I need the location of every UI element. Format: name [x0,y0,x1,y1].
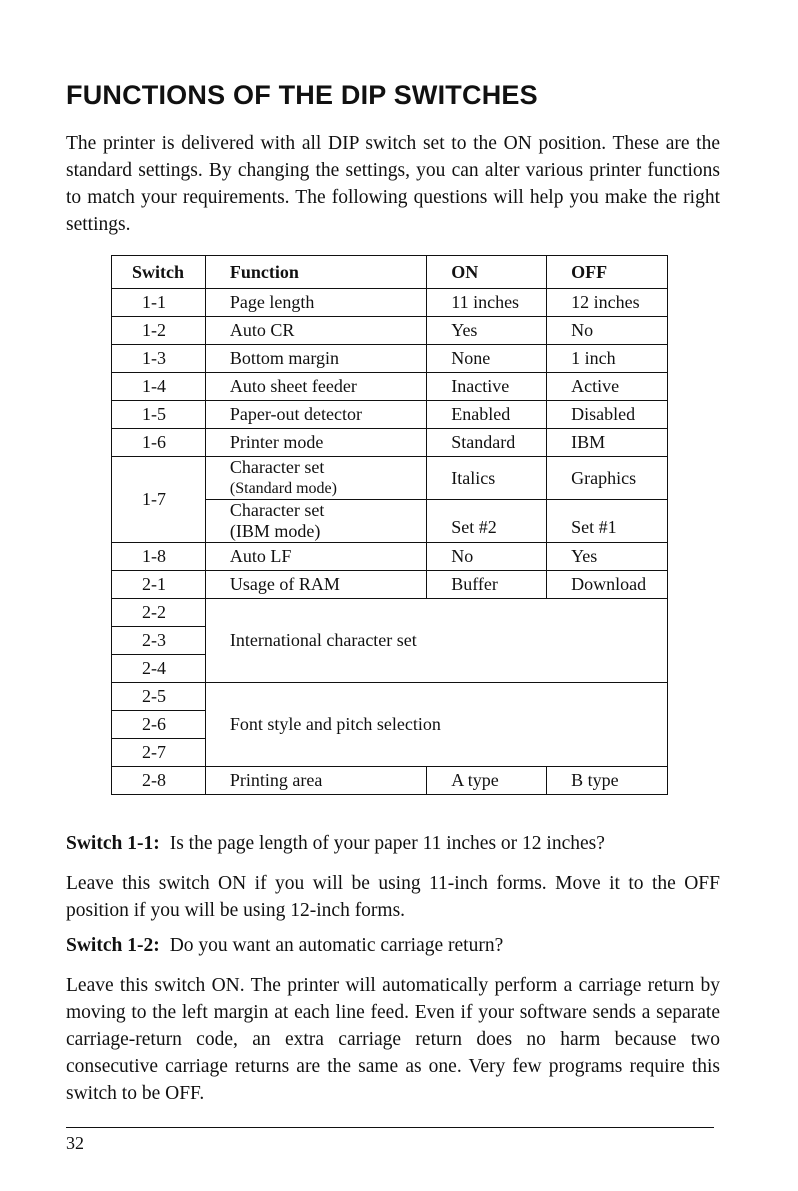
function-cell: Auto CR [205,317,426,345]
switch-label: Switch 1-2: [66,935,160,956]
footer-rule [66,1127,714,1128]
switch-cell: 2-1 [112,571,206,599]
page-number: 32 [66,1133,84,1153]
on-cell: Set #2 [427,500,547,543]
function-cell: Auto LF [205,543,426,571]
on-cell: No [427,543,547,571]
table-row [112,543,668,571]
on-cell: None [427,345,547,373]
on-cell: Yes [427,317,547,345]
switch-cell: 2-3 [112,627,206,655]
question-text: Is the page length of your paper 11 inches or 12 inches? [169,833,605,854]
question-text: Do you want an automatic carriage return? [169,935,504,956]
table-row [112,317,668,345]
function-line: Character set [229,457,325,477]
switch-cell: 1-3 [112,345,206,373]
on-cell: A type [427,767,547,795]
table-row [112,457,668,500]
table-row [112,345,668,373]
table-row [112,571,668,599]
switch-label: Switch 1-1: [66,833,160,854]
header-on: ON [427,256,547,289]
function-line: (IBM mode) [229,521,321,541]
switch-cell: 1-6 [112,429,206,457]
function-cell: Bottom margin [205,345,426,373]
table-row [112,599,668,627]
table-row [112,683,668,711]
switch-1-1-body: Leave this switch ON if you will be using 11-inch forms. Move it to the OFF position if you will be using 12-inch forms. [66,873,720,921]
on-cell: Inactive [427,373,547,401]
on-cell: Italics [427,457,547,500]
table-row [112,429,668,457]
header-switch: Switch [112,256,206,289]
on-cell: Enabled [427,401,547,429]
off-cell: Yes [547,543,668,571]
off-cell: 12 inches [547,289,668,317]
dip-switch-table [111,255,668,795]
on-cell: Buffer [427,571,547,599]
switch-1-2-body: Leave this switch ON. The printer will automatically perform a carriage return by moving to the left margin at each line feed. Even if your software sends a separate carriage-return code, an extra carriage return does no harm because two consecutive carriage returns are the same as one. Very few programs require this switch to be OFF. [66,975,720,1104]
switch-cell: 2-5 [112,683,206,711]
switch-cell: 2-7 [112,739,206,767]
off-cell: 1 inch [547,345,668,373]
switch-cell: 2-4 [112,655,206,683]
table-row [112,373,668,401]
group-function-cell: International character set [205,599,667,683]
switch-cell: 1-1 [112,289,206,317]
off-cell: No [547,317,668,345]
group-function-cell: Font style and pitch selection [205,683,667,767]
table-row [112,401,668,429]
off-cell: Graphics [547,457,668,500]
function-cell: Paper-out detector [205,401,426,429]
switch-cell: 1-2 [112,317,206,345]
switch-1-2-question [66,932,720,959]
off-cell: Download [547,571,668,599]
function-cell: Usage of RAM [205,571,426,599]
switch-cell: 1-5 [112,401,206,429]
switch-cell: 1-8 [112,543,206,571]
page-title: FUNCTIONS OF THE DIP SWITCHES [66,80,538,110]
function-line: Character set [229,500,325,520]
off-cell: IBM [547,429,668,457]
function-cell: Printer mode [205,429,426,457]
function-cell: Page length [205,289,426,317]
function-cell: Printing area [205,767,426,795]
header-function: Function [205,256,426,289]
switch-cell: 1-7 [112,457,206,543]
off-cell: B type [547,767,668,795]
table-row [112,289,668,317]
table-header-row [112,256,668,289]
off-cell: Disabled [547,401,668,429]
switch-cell: 2-6 [112,711,206,739]
function-line: (Standard mode) [229,480,337,497]
off-cell: Active [547,373,668,401]
on-cell: Standard [427,429,547,457]
switch-cell: 1-4 [112,373,206,401]
switch-cell: 2-2 [112,599,206,627]
table-row [112,767,668,795]
intro-paragraph: The printer is delivered with all DIP switch set to the ON position. These are the standard settings. By changing the settings, you can alter various printer functions to match your requirements. The following questions will help you make the right settings. [66,133,720,235]
on-cell: 11 inches [427,289,547,317]
function-cell [205,457,426,500]
function-cell: Auto sheet feeder [205,373,426,401]
header-off: OFF [547,256,668,289]
switch-1-1-question [66,830,720,857]
switch-cell: 2-8 [112,767,206,795]
function-cell [205,500,426,543]
off-cell: Set #1 [547,500,668,543]
